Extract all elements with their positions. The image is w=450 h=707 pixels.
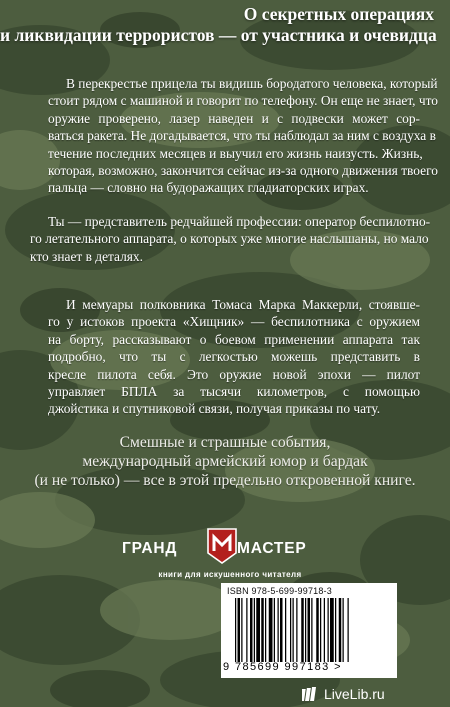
paragraph-3-line: на борту, рассказывают о боевом применении аппарата так: [48, 331, 420, 347]
barcode-bar: [256, 598, 260, 662]
isbn-label: ISBN 978-5-699-99718-3: [227, 586, 332, 596]
barcode-bar: [235, 598, 236, 662]
barcode-bar: [339, 598, 342, 662]
publisher-logo: [100, 520, 360, 579]
livelib-watermark: [302, 684, 385, 704]
headline: [0, 4, 437, 46]
description-paragraph-2: [30, 213, 431, 265]
paragraph-1-line: течение последних месяцев и выучил его жизнь наизусть. Жизнь,: [48, 145, 423, 161]
paragraph-3-line: джойстика и спутниковой связи, получая приказы по чату.: [48, 401, 381, 417]
description-paragraph-1: [48, 75, 438, 197]
paragraph-1-line: стоит рядом с машиной и говорит по телефону. Он еще не знает, что: [48, 93, 438, 109]
paragraph-3-line: кресле пилота себя. Это оружие новой эпохи — пилот: [48, 366, 420, 382]
paragraph-1-line: которая, возможно, закончится сейчас из-за одного движения твоего: [48, 163, 438, 179]
barcode-bar: [305, 598, 306, 662]
paragraph-3-line: управляет БПЛА за тысячи километров, с помощью: [48, 384, 420, 400]
livelib-books-icon: [302, 687, 320, 701]
paragraph-1-line: В перекрестье прицела ты видишь бородатого человека, который: [66, 76, 438, 91]
barcode-bar: [274, 598, 275, 662]
barcode-digits: 9 785699 997183 >: [223, 661, 342, 673]
paragraph-1-line: ваться ракета. Не догадывается, что ты наблюдал за ним с воздуха в: [48, 128, 436, 144]
paragraph-2-line: Ты — представитель редчайшей профессии: оператор беспилотно-: [48, 214, 431, 229]
barcode-bar: [348, 598, 349, 662]
paragraph-2-line: го летательного аппарата, о которых уже многие наслышаны, но мало: [30, 231, 429, 247]
description-paragraph-3: [48, 296, 420, 418]
barcode-bar: [278, 598, 279, 662]
barcode-bar: [265, 598, 266, 662]
headline-line-1: О секретных операциях: [243, 4, 434, 24]
barcode-icon: [235, 598, 389, 662]
barcode-bar: [330, 598, 334, 662]
teaser-line: Смешные и страшные события,: [119, 434, 331, 451]
publisher-name-left: ГРАНД: [122, 540, 178, 557]
barcode-bar: [261, 598, 264, 662]
publisher-name-right: МАСТЕР: [237, 540, 307, 557]
barcode-bar: [293, 598, 294, 662]
barcode-bar: [324, 598, 325, 662]
barcode-bar: [246, 598, 247, 662]
barcode-bar: [335, 598, 336, 662]
headline-line-2: и ликвидации террористов — от участника и очевидца: [0, 25, 437, 45]
publisher-tagline: книги для искушенного читателя: [158, 570, 302, 579]
barcode-bar: [280, 598, 283, 662]
teaser-line: международный армейский юмор и бардак: [82, 453, 368, 470]
paragraph-1-line: оружие проверено, лазер наведен и с подвески может сор-: [48, 110, 420, 126]
grand-master-emblem-icon: [205, 527, 239, 565]
barcode-bar: [316, 598, 319, 662]
barcode-bar: [238, 598, 241, 662]
barcode-bar: [269, 598, 273, 662]
paragraph-3-line: подробно, что ты с легкостью можешь представить в: [48, 349, 420, 365]
teaser: [0, 433, 450, 490]
barcode-bar: [290, 598, 291, 662]
isbn-barcode-block: [221, 583, 397, 678]
paragraph-3-line: го у истоков проекта «Хищник» — беспилотника с оружием: [48, 314, 420, 330]
paragraph-3-line: И мемуары полковника Томаса Марка Маккерли, стоявше-: [66, 297, 420, 312]
barcode-bar: [301, 598, 304, 662]
barcode-bar: [250, 598, 253, 662]
barcode-bar: [328, 598, 329, 662]
teaser-line: (и не только) — все в этой предельно откровенной книге.: [34, 472, 416, 489]
barcode-bar: [285, 598, 286, 662]
paragraph-1-line: пальца — словно на будоражащих гладиаторских играх.: [48, 180, 369, 196]
barcode-bar: [254, 598, 255, 662]
barcode-bar: [320, 598, 321, 662]
livelib-text: LiveLib.ru: [324, 686, 385, 702]
barcode-bar: [343, 598, 344, 662]
barcode-bar: [308, 598, 311, 662]
barcode-bar: [241, 598, 242, 662]
barcode-bar: [311, 598, 312, 662]
paragraph-2-line: кто знает в деталях.: [30, 248, 143, 264]
barcode-bar: [296, 598, 297, 662]
